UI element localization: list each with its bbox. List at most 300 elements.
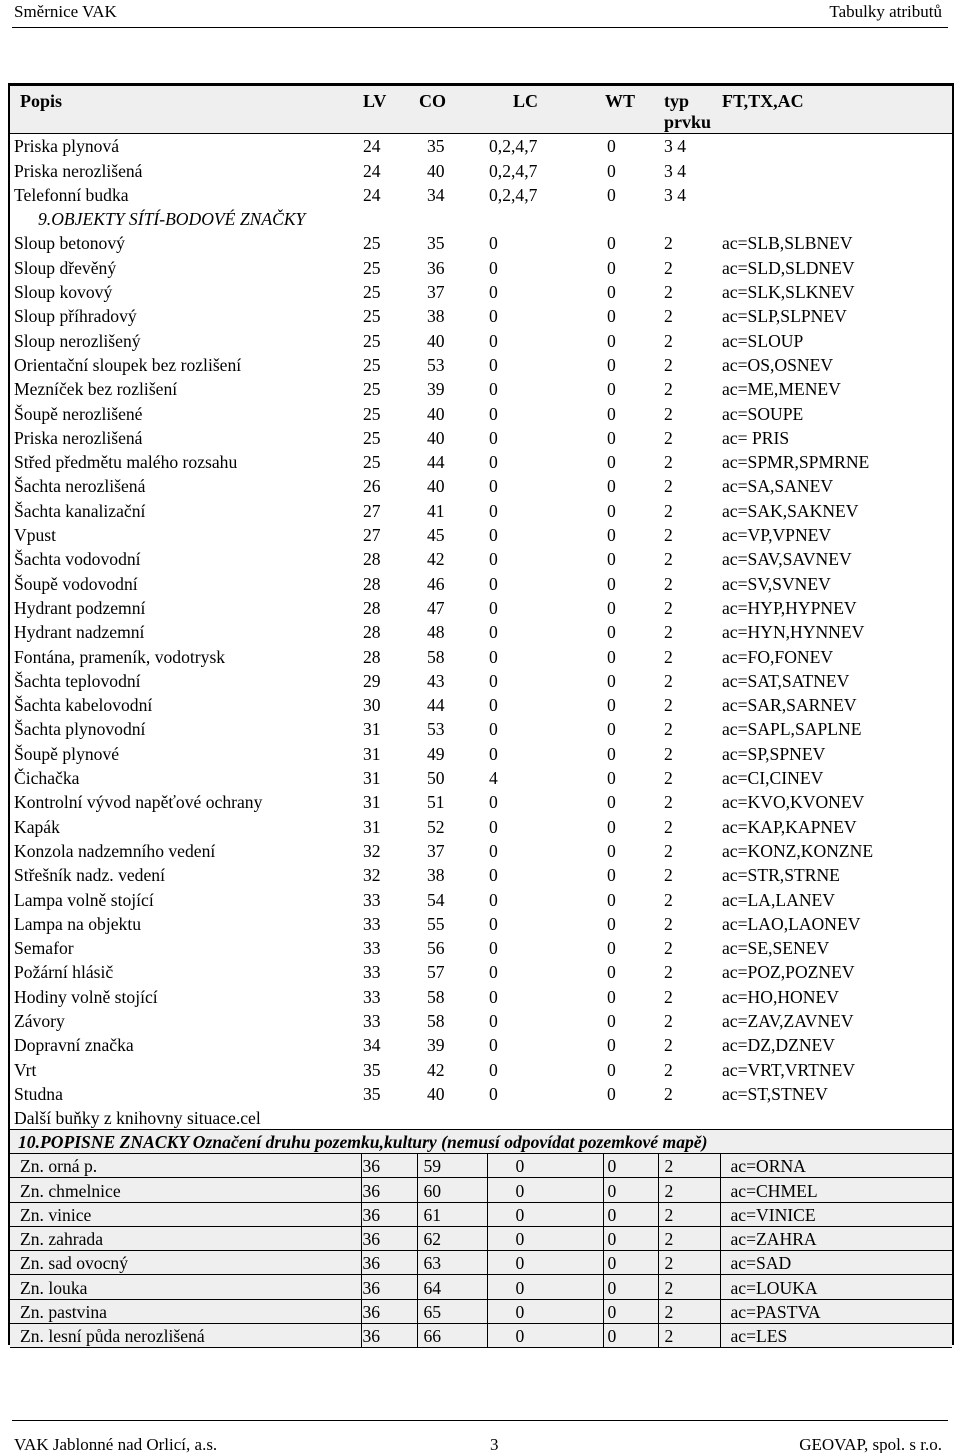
table-row [10,1324,952,1348]
cell-popis: Šoupě plynové [14,743,120,764]
cell-lv: 36 [361,1153,417,1177]
cell-wt: 0 [607,695,616,716]
cell-wt: 0 [607,986,616,1007]
cell-lc: 0 [489,670,498,691]
cell-lv: 30 [363,695,381,716]
cell-lc: 0 [489,792,498,813]
cell-ft: ac=SA,SANEV [722,476,834,497]
cell-typ: 2 [664,622,673,643]
section10-title: 10.POPISNE ZNACKY Označení druhu pozemku,kultury (nemusí odpovídat pozemkové mapě) [10,1129,952,1153]
cell-ft: ac=KONZ,KONZNE [722,840,874,861]
cell-typ: 2 [664,719,673,740]
cell-typ: 3 4 [664,160,686,181]
cell-co: 53 [427,719,445,740]
cell-lv: 36 [361,1251,417,1275]
cell-popis: Zn. sad ovocný [10,1251,361,1275]
cell-wt: 0 [607,282,616,303]
cell-typ: 2 [664,379,673,400]
column-header-popis: Popis [10,86,361,112]
cell-co: 54 [427,889,445,910]
cell-typ: 2 [664,354,673,375]
table-row [10,983,952,1007]
cell-ft: ac=POZ,POZNEV [722,962,855,983]
cell-wt: 0 [607,962,616,983]
cell-lv: 33 [363,1010,381,1031]
cell-typ: 2 [664,962,673,983]
column-header-ft: FT,TX,AC [720,86,952,112]
section9-rows [10,230,952,1105]
cell-popis: Hodiny volně stojící [14,986,158,1007]
cell-lv: 28 [363,646,381,667]
cell-wt: 0 [607,476,616,497]
cell-ft: ac=DZ,DZNEV [722,1035,836,1056]
cell-lv: 24 [363,160,381,181]
cell-lv: 33 [363,962,381,983]
cell-popis: Šachta nerozlišená [14,476,146,497]
cell-lv: 36 [361,1324,417,1348]
table-row [10,376,952,400]
cell-wt: 0 [603,1299,658,1323]
table-row [10,668,952,692]
cell-typ: 2 [664,452,673,473]
table-row [10,303,952,327]
section9 [10,206,952,230]
cell-typ: 2 [664,913,673,934]
cell-lc: 0 [489,573,498,594]
table-row [10,1226,952,1250]
cell-popis: Konzola nadzemního vedení [14,840,216,861]
cell-typ: 2 [664,427,673,448]
note-body [10,1105,952,1129]
cell-co: 65 [417,1299,487,1323]
cell-typ: 3 4 [664,136,686,157]
table-row [10,1081,952,1105]
cell-popis: Lampa na objektu [14,913,142,934]
cell-wt: 0 [607,452,616,473]
cell-typ: 2 [664,525,673,546]
cell-typ: 3 4 [664,184,686,205]
cell-popis: Šoupě nerozlišené [14,403,143,424]
cell-popis: Fontána, prameník, vodotrysk [14,646,226,667]
cell-lc: 0 [487,1178,603,1202]
column-header-co: CO [417,86,487,112]
table-row [10,935,952,959]
cell-ft: ac=VP,VPNEV [722,525,832,546]
cell-wt: 0 [607,525,616,546]
cell-ft: ac=HYP,HYPNEV [722,597,857,618]
cell-typ: 2 [664,986,673,1007]
cell-co: 52 [427,816,445,837]
cell-ft: ac=CHMEL [720,1178,952,1202]
cell-ft: ac=ME,MENEV [722,379,841,400]
table-row [10,911,952,935]
cell-popis: Šachta kabelovodní [14,695,153,716]
cell-popis: Šachta teplovodní [14,670,141,691]
cell-co: 45 [427,525,445,546]
cell-ft: ac=SLP,SLPNEV [722,306,847,327]
cell-popis: Sloup betonový [14,233,125,254]
cell-ft: ac=LOUKA [720,1275,952,1299]
cell-lv: 35 [363,1059,381,1080]
cell-lv: 28 [363,622,381,643]
cell-co: 57 [427,962,445,983]
table-row [10,838,952,862]
cell-lc: 0 [489,257,498,278]
cell-lv: 36 [361,1202,417,1226]
cell-ft: ac=SLD,SLDNEV [722,257,855,278]
cell-lv: 25 [363,452,381,473]
table-row [10,522,952,546]
column-header-typ: typ [658,86,720,112]
cell-popis: Studna [14,1083,63,1104]
cell-wt: 0 [607,184,616,205]
cell-typ: 2 [664,597,673,618]
cell-popis: Zn. chmelnice [10,1178,361,1202]
cell-co: 58 [427,646,445,667]
cell-popis: Zn. louka [10,1275,361,1299]
cell-popis: Zn. lesní půda nerozlišená [10,1324,361,1348]
cell-co: 64 [417,1275,487,1299]
table-row [10,1299,952,1323]
cell-wt: 0 [607,743,616,764]
cell-lc: 0 [487,1226,603,1250]
cell-lv: 25 [363,330,381,351]
section9-title: 9.OBJEKTY SÍTÍ-BODOVÉ ZNAČKY [38,209,306,230]
table-row [10,182,952,206]
cell-ft: ac=SAPL,SAPLNE [722,719,862,740]
cell-co: 49 [427,743,445,764]
cell-lv: 24 [363,136,381,157]
cell-typ: 2 [664,306,673,327]
cell-lc: 0 [487,1275,603,1299]
cell-lc: 0 [489,427,498,448]
cell-co: 40 [427,160,445,181]
cell-typ: 2 [658,1324,720,1348]
cell-wt: 0 [603,1324,658,1348]
cell-lc: 0 [489,840,498,861]
cell-co: 47 [427,597,445,618]
cell-ft: ac=CI,CINEV [722,768,824,789]
cell-ft: ac=SOUPE [722,403,804,424]
cell-typ: 2 [658,1226,720,1250]
column-header-lc: LC [487,86,603,112]
cell-wt: 0 [607,938,616,959]
cell-typ: 2 [664,573,673,594]
cell-ft: ac=PASTVA [720,1299,952,1323]
cell-popis: Kapák [14,816,60,837]
cell-typ: 2 [664,743,673,764]
cell-typ: 2 [664,816,673,837]
cell-co: 38 [427,865,445,886]
attribute-table-container [8,83,954,1345]
cell-lc: 0 [489,500,498,521]
cell-wt: 0 [607,670,616,691]
cell-wt: 0 [607,840,616,861]
table-row [10,254,952,278]
cell-popis: Priska nerozlišená [14,427,143,448]
cell-ft: ac=HO,HONEV [722,986,839,1007]
cell-ft: ac=SAT,SATNEV [722,670,850,691]
table-row [10,765,952,789]
table-row [10,352,952,376]
cell-lc: 0 [489,1059,498,1080]
cell-lv: 36 [361,1275,417,1299]
cell-popis: Střed předmětu malého rozsahu [14,452,238,473]
cell-lc: 0 [489,695,498,716]
cell-wt: 0 [607,549,616,570]
cell-typ: 2 [664,840,673,861]
cell-co: 60 [417,1178,487,1202]
cell-ft [720,157,952,181]
footer-company: VAK Jablonné nad Orlicí, a.s. [14,1435,218,1453]
cell-lv: 36 [361,1299,417,1323]
cell-lc: 0 [489,403,498,424]
table-row [10,643,952,667]
cell-co: 63 [417,1251,487,1275]
cell-wt: 0 [607,768,616,789]
cell-lv: 33 [363,889,381,910]
cell-wt: 0 [603,1202,658,1226]
cell-co: 66 [417,1324,487,1348]
header-section-title: Tabulky atributů [829,2,942,21]
cell-lc: 0,2,4,7 [489,184,538,205]
cell-ft: ac=SAD [720,1251,952,1275]
cell-lv: 25 [363,233,381,254]
cell-wt: 0 [607,379,616,400]
table-row [10,862,952,886]
cell-lc: 0,2,4,7 [489,160,538,181]
page-number: 3 [490,1435,499,1453]
cell-lv: 36 [361,1226,417,1250]
cell-popis: Závory [14,1010,65,1031]
table-row [10,789,952,813]
cell-popis: Sloup kovový [14,282,113,303]
cell-lv: 31 [363,768,381,789]
cell-typ: 2 [658,1251,720,1275]
cell-wt: 0 [607,427,616,448]
cell-ft: ac=SAV,SAVNEV [722,549,852,570]
table-row [10,497,952,521]
cell-lv: 27 [363,525,381,546]
cell-typ: 2 [664,865,673,886]
cell-wt: 0 [607,500,616,521]
cell-lc: 0,2,4,7 [489,136,538,157]
table-row [10,1202,952,1226]
cell-co: 37 [427,840,445,861]
cell-typ: 2 [664,695,673,716]
cell-co: 39 [427,1035,445,1056]
cell-ft: ac=SE,SENEV [722,938,830,959]
cell-wt: 0 [607,622,616,643]
cell-wt: 0 [607,354,616,375]
cell-ft: ac=SLB,SLBNEV [722,233,853,254]
cell-popis: Zn. vinice [10,1202,361,1226]
cell-lv: 28 [363,597,381,618]
cell-popis: Telefonní budka [14,184,129,205]
cell-wt: 0 [603,1153,658,1177]
cell-ft: ac=SLOUP [722,330,804,351]
cell-lc: 0 [487,1251,603,1275]
cell-lv: 31 [363,743,381,764]
cell-co: 40 [427,427,445,448]
cell-ft: ac= PRIS [722,427,790,448]
column-header-wt: WT [603,86,658,112]
cell-lc: 0 [489,1083,498,1104]
cell-lc: 0 [489,913,498,934]
cell-popis: Šachta kanalizační [14,500,146,521]
cell-lv: 36 [361,1178,417,1202]
cell-lc: 0 [487,1202,603,1226]
cell-lv: 25 [363,257,381,278]
cell-popis: Orientační sloupek bez rozlišení [14,354,242,375]
cell-lv: 29 [363,670,381,691]
cell-co: 62 [417,1226,487,1250]
column-header-typ-line2: prvku [658,112,720,133]
cell-wt: 0 [607,1059,616,1080]
cell-lv: 34 [363,1035,381,1056]
cell-lc: 0 [489,889,498,910]
cell-lc: 0 [489,1035,498,1056]
cell-wt: 0 [607,573,616,594]
table-row [10,133,952,157]
cell-lc: 0 [489,549,498,570]
cell-lv: 28 [363,573,381,594]
cell-lv: 25 [363,282,381,303]
cell-lc: 0 [489,476,498,497]
cell-ft: ac=LES [720,1324,952,1348]
cell-ft: ac=VINICE [720,1202,952,1226]
cell-typ: 2 [658,1299,720,1323]
cell-co: 44 [427,452,445,473]
cell-wt: 0 [607,306,616,327]
cell-lv: 31 [363,816,381,837]
cell-ft: ac=VRT,VRTNEV [722,1059,856,1080]
table-row [10,740,952,764]
cell-lc: 0 [487,1299,603,1323]
table-row [10,692,952,716]
cell-lv: 27 [363,500,381,521]
cell-typ: 2 [664,889,673,910]
table-row [10,449,952,473]
cell-lc: 0 [487,1324,603,1348]
cell-co: 38 [427,306,445,327]
cell-lv: 25 [363,379,381,400]
table-row [10,716,952,740]
cell-ft: ac=LAO,LAONEV [722,913,861,934]
cell-typ: 2 [664,257,673,278]
cell-popis: Zn. orná p. [10,1153,361,1177]
cell-co: 40 [427,330,445,351]
cell-lc: 0 [489,622,498,643]
cell-ft: ac=KAP,KAPNEV [722,816,857,837]
cell-wt: 0 [603,1251,658,1275]
cell-typ: 2 [664,282,673,303]
cell-ft: ac=HYN,HYNNEV [722,622,865,643]
cell-wt: 0 [607,816,616,837]
table-row [10,425,952,449]
cell-lc: 0 [489,986,498,1007]
cell-ft: ac=OS,OSNEV [722,354,834,375]
cell-typ: 2 [664,1010,673,1031]
cell-wt: 0 [607,1010,616,1031]
table-row [10,1032,952,1056]
cell-popis: Sloup dřevěný [14,257,117,278]
cell-typ: 2 [658,1275,720,1299]
cell-popis: Vpust [14,525,57,546]
cell-co: 39 [427,379,445,400]
cell-lc: 0 [489,743,498,764]
attribute-table [10,86,952,1348]
cell-typ: 2 [664,1059,673,1080]
cell-typ: 2 [664,476,673,497]
cell-wt: 0 [603,1178,658,1202]
cell-lc: 4 [489,768,498,789]
cell-typ: 2 [664,233,673,254]
cell-popis: Priska nerozlišená [14,160,143,181]
cell-co: 40 [427,403,445,424]
cell-popis: Hydrant podzemní [14,597,146,618]
cell-wt: 0 [607,160,616,181]
cell-ft: ac=STR,STRNE [722,865,840,886]
table-row [10,546,952,570]
cell-lv: 33 [363,938,381,959]
cell-lc: 0 [489,938,498,959]
cell-typ: 2 [664,549,673,570]
cell-co: 46 [427,573,445,594]
cell-co: 51 [427,792,445,813]
cell-co: 53 [427,354,445,375]
table-row [10,886,952,910]
cell-ft: ac=SPMR,SPMRNE [722,452,870,473]
table-row [10,813,952,837]
cell-lv: 24 [363,184,381,205]
cell-ft: ac=ZAV,ZAVNEV [722,1010,854,1031]
table-row [10,1251,952,1275]
cell-popis: Semafor [14,938,74,959]
cell-co: 35 [427,136,445,157]
cell-popis: Zn. pastvina [10,1299,361,1323]
cell-ft: ac=ST,STNEV [722,1083,828,1104]
cell-lc: 0 [487,1153,603,1177]
cell-typ: 2 [664,938,673,959]
cell-typ: 2 [664,670,673,691]
cell-popis: Sloup nerozlišený [14,330,141,351]
cell-ft: ac=SAR,SARNEV [722,695,857,716]
cell-wt: 0 [607,257,616,278]
cell-ft: ac=ORNA [720,1153,952,1177]
table-row [10,157,952,181]
cell-wt: 0 [607,403,616,424]
cell-lv: 33 [363,913,381,934]
top-rows [10,133,952,206]
cell-typ: 2 [664,1083,673,1104]
page-footer [12,1420,948,1453]
cell-co: 41 [427,500,445,521]
cell-ft [720,182,952,206]
cell-lv: 31 [363,792,381,813]
cell-typ: 2 [664,500,673,521]
cell-lv: 33 [363,986,381,1007]
cell-co: 40 [427,476,445,497]
cell-popis: Požární hlásič [14,962,114,983]
cell-lv: 26 [363,476,381,497]
table-row [10,1153,952,1177]
cell-popis: Kontrolní vývod napěťové ochrany [14,792,263,813]
cell-co: 58 [427,1010,445,1031]
cell-ft: ac=KVO,KVONEV [722,792,865,813]
cell-popis: Priska plynová [14,136,120,157]
cell-typ: 2 [664,403,673,424]
